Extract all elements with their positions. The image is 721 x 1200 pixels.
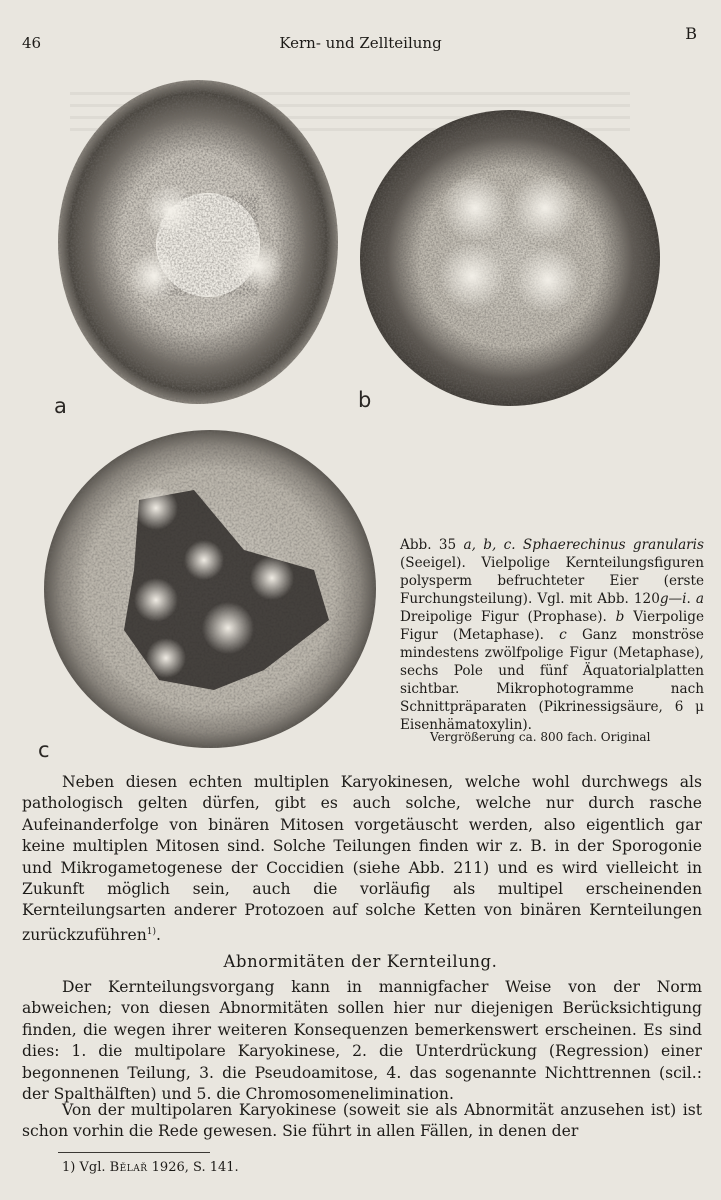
footnote-ref: 1): [146, 926, 157, 937]
footnote-rest: 1926, S. 141.: [151, 1160, 239, 1175]
footnote-mark: 1): [62, 1160, 76, 1175]
caption-c-mark: c: [559, 627, 567, 643]
micrograph-b: [360, 110, 660, 406]
footnote: [62, 1160, 239, 1175]
footnote-pre: Vgl.: [79, 1160, 106, 1175]
caption-text-2: .: [686, 591, 691, 607]
caption-c-text: Ganz monströse mindestens zwölfpolige Figur (Metaphase), sechs Pole und fünf Äquatorialplatten sichtbar. Mikrophotogramme nach Schnittpräparaten (Pikrinessigsäure, 6 μ Eisenhämatoxylin).: [400, 627, 704, 733]
micrograph-a: [58, 80, 338, 404]
magnification-note: [430, 730, 650, 744]
paragraph-1-end: .: [156, 926, 161, 945]
caption-text-1: (Seeigel). Vielpolige Kernteilungsfiguren polysperm befruchteter Eier (erste Furchungsteilung). Vgl. mit Abb. 120: [400, 555, 704, 607]
figure-label-c: c: [38, 738, 50, 762]
paragraph-2: Der Kernteilungsvorgang kann in mannigfacher Weise von der Norm abweichen; von diesen Abnormitäten sollen hier nur diejenigen Berücksichtigung finden, die wegen ihrer weiteren Konsequenzen bemerkenswert erscheinen. Es sind dies: 1. die multipolare Karyokinese, 2. die Unterdrückung (Regression) einer begonnenen Teilung, 3. die Pseudoamitose, 4. das sogenannte Nichttrennen (scil.: der Spalthälften) und 5. die Chromosomenelimination.: [22, 978, 702, 1104]
section-mark: B: [685, 24, 697, 43]
caption-species: Sphaerechinus granularis: [522, 537, 704, 553]
footnote-rule: [58, 1152, 210, 1153]
caption-b-mark: b: [615, 609, 625, 625]
figure-source: Original: [600, 730, 651, 744]
paragraph-3: Von der multipolaren Karyokinese (soweit sie als Abnormität anzusehen ist) ist schon vorhin die Rede gewesen. Sie führt in allen Fällen, in denen der: [22, 1101, 702, 1141]
micrograph-c: [44, 430, 376, 748]
figure-caption: [400, 536, 704, 734]
caption-parts: a, b, c.: [463, 537, 516, 553]
caption-a-mark: a: [695, 591, 704, 607]
page-number: 46: [22, 34, 42, 52]
running-title: Kern- und Zellteilung: [279, 34, 442, 52]
caption-b-text: Vierpolige Figur (Metaphase).: [400, 609, 704, 643]
section-heading: Abnormitäten der Kernteilung.: [223, 952, 498, 971]
caption-prefix: Abb. 35: [400, 537, 457, 553]
caption-ref-range: g—i: [659, 591, 687, 607]
paragraph-1-text: Neben diesen echten multiplen Karyokinesen, welche wohl durchwegs als pathologisch gelten dürfen, gibt es auch solche, welche nur durch rasche Aufeinanderfolge von binären Mitosen vorgetäuscht werden, also eigentlich gar keine multiplen Mitosen sind. Solche Teilungen finden wir z. B. in der Sporogonie und Mikrogametogenese der Coccidien (siehe Abb. 211) und es wird vielleicht in Zukunft möglich sein, auch die vorläufig als multipel erscheinenden Kernteilungsarten anderer Protozoen auf solche Ketten von binären Kernteilungen zurückzuführen: [22, 773, 702, 945]
magnification: Vergrößerung ca. 800 fach.: [430, 730, 597, 744]
caption-a-text: Dreipolige Figur (Prophase).: [400, 609, 607, 625]
figure-label-b: b: [358, 388, 372, 412]
paragraph-1: [22, 772, 702, 946]
figure-label-a: a: [54, 394, 67, 418]
footnote-author: Bělař: [109, 1160, 148, 1175]
